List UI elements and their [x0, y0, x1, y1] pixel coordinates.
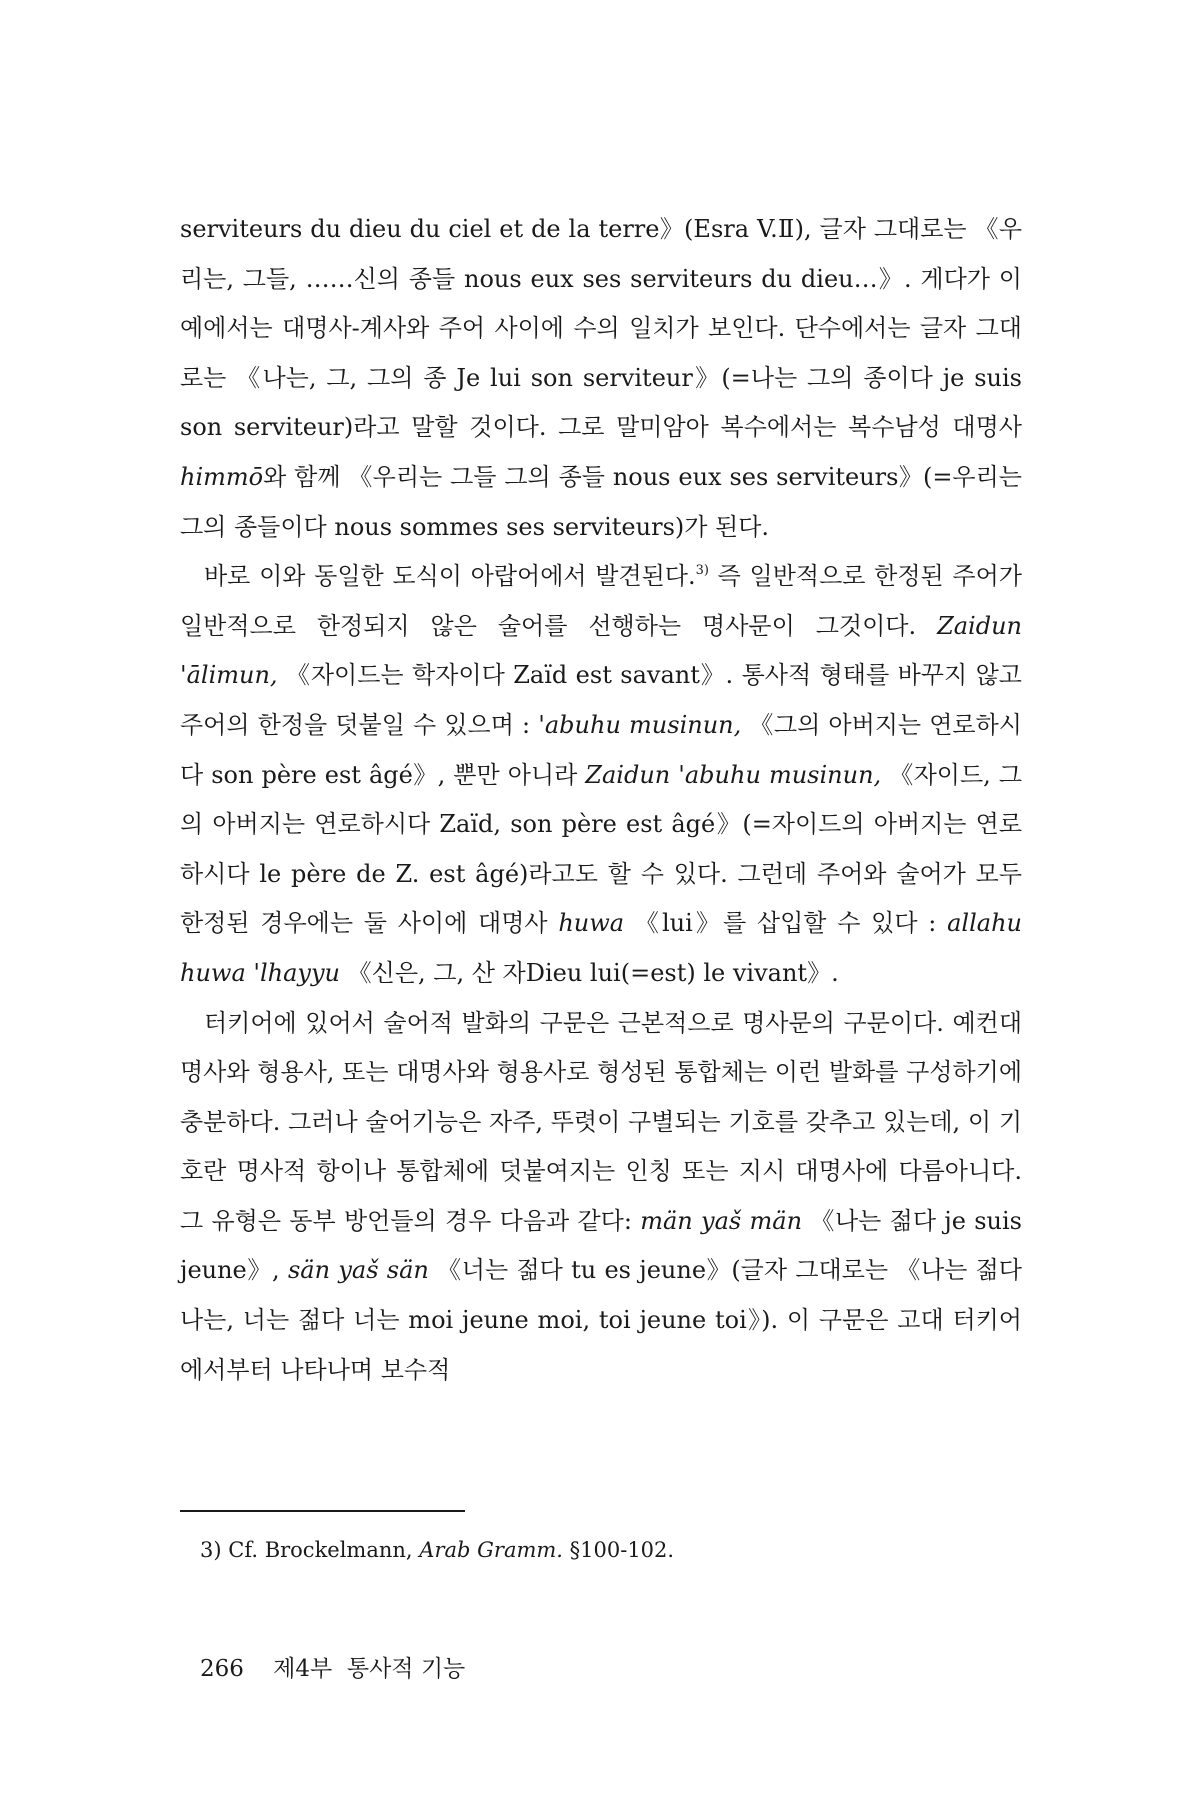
italic-term: Zaidun 'abuhu musinun,: [585, 760, 882, 789]
body-text: [180, 205, 1022, 1395]
paragraph: [180, 999, 1022, 1396]
text-run: 《너는 젊다 tu es jeune》(글자 그대로는 《나는 젊다 나는, 너는 젊다 너는 moi jeune moi, toi jeune toi》). 이 구문은 고대 터키어에서부터 나타나며 보수적: [180, 1256, 1022, 1384]
footnote-number: 3): [200, 1538, 222, 1562]
footnote-prefix: Cf. Brockelmann,: [228, 1538, 420, 1562]
paragraph: [180, 552, 1022, 998]
footnote: [200, 1535, 674, 1565]
footnote-title: Arab Gramm.: [419, 1538, 563, 1562]
page-number: 266: [200, 1656, 244, 1682]
text-run: 《자이드는 학자이다 Zaïd est savant》. 통사적 형태를 바꾸지 않고 주어의 한정을 덧붙일 수 있으며 :: [180, 661, 1022, 739]
italic-term: Zaidun 'ālimun,: [180, 611, 1022, 690]
paragraph: [180, 205, 1022, 552]
text-run: 《그의 아버지는 연로하시다 son père est âgé》, 뿐만 아니라: [180, 710, 1022, 789]
text-run: 《나는 젊다 je suis jeune》,: [180, 1206, 1022, 1285]
text-run: 즉 일반적으로 한정된 주어가 일반적으로 한정되지 않은 술어를 선행하는 명사문이 그것이다.: [180, 562, 1022, 640]
text-run: 터키어에 있어서 술어적 발화의 구문은 근본적으로 명사문의 구문이다. 예컨대 명사와 형용사, 또는 대명사와 형용사로 형성된 통합체는 이런 발화를 구성하기에 충분하다. 그러나 술어기능은 자주, 뚜렷이 구별되는 기호를 갖추고 있는데, 이 기호란 명사적 항이나 통합체에 덧붙여지는 인칭 또는 지시 대명사에 다름아니다. 그 유형은 동부 방언들의 경우 다음과 같다:: [180, 1008, 1022, 1235]
text-run: 바로 이와 동일한 도식이 아랍어에서 발견된다.: [204, 562, 696, 591]
italic-term: män yaš män: [640, 1206, 803, 1235]
text-run: 《신은, 그, 산 자Dieu lui(=est) le vivant》.: [340, 958, 839, 987]
italic-term: allahu huwa 'lhayyu: [180, 909, 1022, 987]
italic-term: 'abuhu musinun,: [538, 710, 742, 739]
running-footer: [200, 1653, 465, 1685]
text-run: 《자이드, 그의 아버지는 연로하시다 Zaïd, son père est âgé》(=자이드의 아버지는 연로하시다 le père de Z. est âgé)라고도 할 수 있다. 그런데 주어와 술어가 모두 한정된 경우에는 둘 사이에 대명사: [180, 760, 1022, 938]
footnote-divider: [180, 1510, 465, 1512]
text-run: 와 함께 《우리는 그들 그의 종들 nous eux ses serviteurs》(=우리는 그의 종들이다 nous sommes ses serviteurs)가 된다.: [180, 462, 1022, 541]
italic-term: sän yaš sän: [287, 1256, 429, 1285]
text-run: serviteurs du dieu du ciel et de la terre》(Esra V.Ⅱ), 글자 그대로는 《우리는, 그들, ……신의 종들 nous eux ses serviteurs du dieu…》. 게다가 이 예에서는 대명사-계사와 주어 사이에 수의 일치가 보인다. 단수에서는 글자 그대로는 《나는, 그, 그의 종 Je lui son serviteur》(=나는 그의 종이다 je suis son serviteur)라고 말할 것이다. 그로 말미암아 복수에서는 복수남성 대명사: [180, 215, 1022, 442]
footnote-ref: 3): [695, 563, 709, 579]
footnote-suffix: §100-102.: [562, 1538, 675, 1562]
section-title: 제4부 통사적 기능: [273, 1656, 466, 1682]
italic-term: himmō: [180, 462, 264, 491]
text-run: 《lui》를 삽입할 수 있다 :: [624, 909, 948, 938]
italic-term: huwa: [558, 909, 625, 938]
